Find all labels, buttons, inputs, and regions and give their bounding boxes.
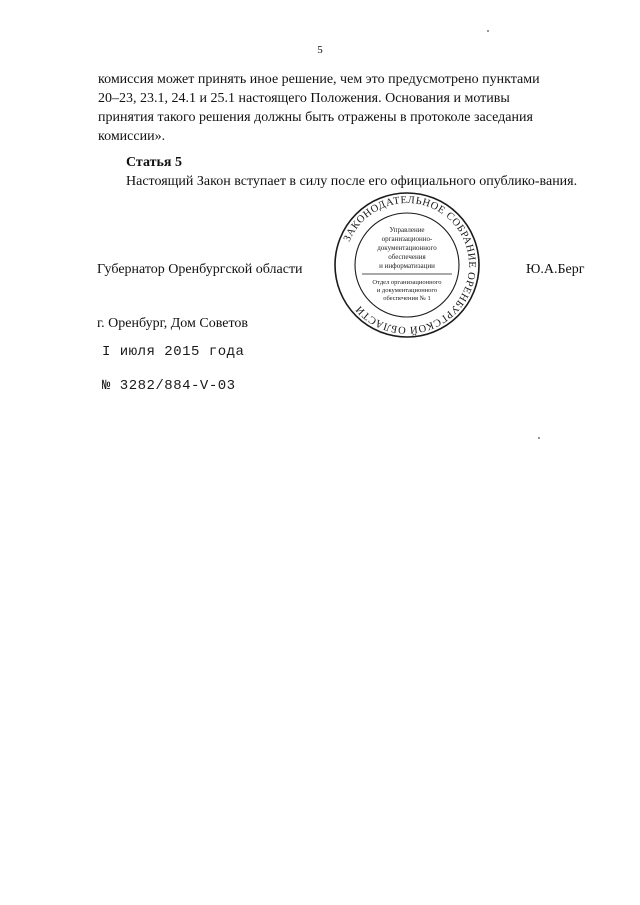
seal-inner-line: обеспечения — [388, 253, 426, 261]
signing-place: г. Оренбург, Дом Советов — [97, 316, 248, 331]
seal-inner-line: организационно- — [381, 235, 433, 243]
seal-dept-line: обеспечения № 1 — [383, 295, 431, 302]
article-heading: Статья 5 — [126, 155, 182, 170]
registration-number: № 3282/884-V-03 — [102, 378, 236, 394]
official-seal — [332, 190, 482, 340]
signatory-title: Губернатор Оренбургской области — [97, 262, 303, 277]
seal-inner-line: и информатизации — [379, 262, 435, 270]
body-paragraph — [98, 70, 598, 146]
seal-dept-line: и документационного — [376, 287, 438, 294]
body-line: комиссия может принять иное решение, чем это предусмотрено пунктами — [98, 72, 540, 87]
scan-speck — [538, 437, 540, 439]
signatory-name: Ю.А.Берг — [526, 262, 585, 277]
signing-date: I июля 2015 года — [102, 344, 245, 360]
page-number: 5 — [317, 44, 323, 56]
article-text: Настоящий Закон вступает в силу после его официального опублико-вания. — [126, 174, 578, 189]
scan-speck — [487, 30, 489, 32]
body-line: комиссии». — [98, 129, 166, 144]
seal-outer-text: ЗАКОНОДАТЕЛЬНОЕ СОБРАНИЕ ОРЕНБУРГСКОЙ ОБЛАСТИ — [341, 194, 478, 336]
body-line: принятия такого решения должны быть отражены в протоколе заседания — [98, 110, 533, 125]
seal-inner-line: документационного — [377, 244, 437, 252]
seal-dept-line: Отдел организационного — [372, 279, 442, 286]
body-line: 20–23, 23.1, 24.1 и 25.1 настоящего Положения. Основания и мотивы — [98, 91, 510, 106]
seal-inner-line: Управление — [389, 226, 425, 234]
